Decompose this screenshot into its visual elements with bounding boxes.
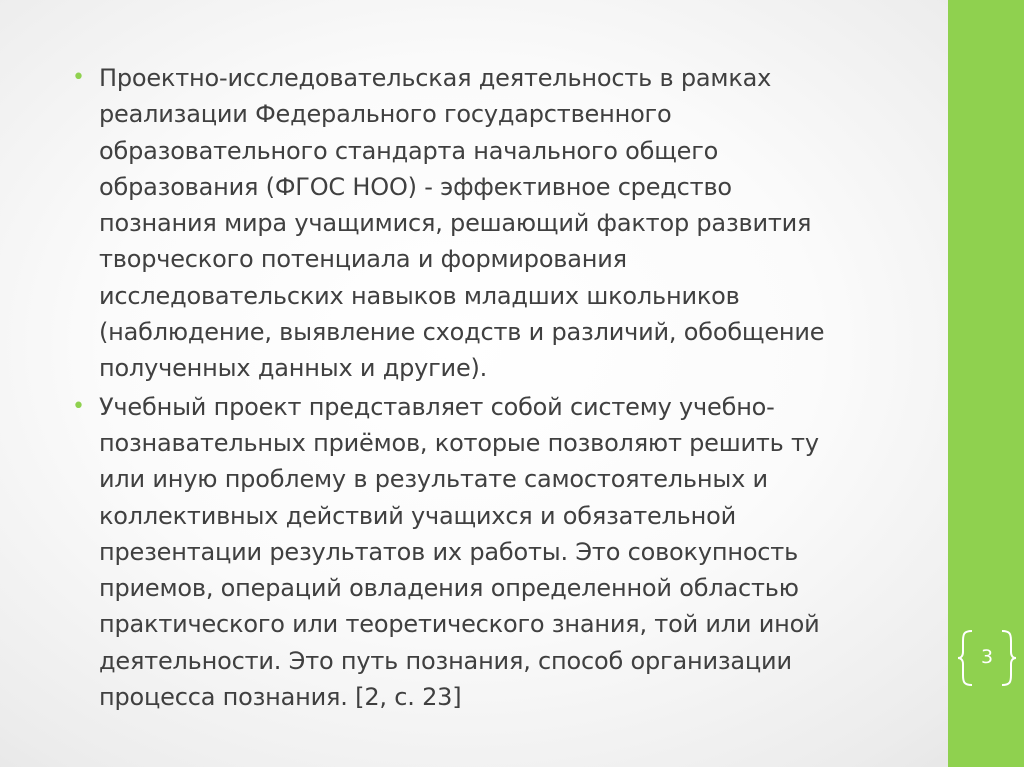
bullet-text-line: исследовательских навыков младших школьников bbox=[99, 281, 740, 310]
bullet-text-line: деятельности. Это путь познания, способ организации bbox=[99, 646, 792, 675]
bullet-text-line: Проектно-исследовательская деятельность в рамках bbox=[99, 64, 772, 92]
bullet-text-line: презентации результатов их работы. Это совокупность bbox=[99, 537, 799, 566]
slide-content bbox=[72, 60, 912, 717]
bullet-item-educational-project bbox=[72, 389, 912, 716]
bullet-text-line: (наблюдение, выявление сходств и различий, обобщение bbox=[99, 318, 825, 347]
bullet-text-line: творческого потенциала и формирования bbox=[99, 245, 627, 274]
bullet-text-line: образовательного стандарта начального общего bbox=[99, 136, 719, 165]
bullet-text-line: практического или теоретического знания, той или иной bbox=[99, 610, 820, 639]
bullet-marker: • bbox=[72, 393, 85, 419]
bullet-text-line: процесса познания. [2, с. 23] bbox=[99, 683, 462, 712]
bullet-text-line: коллективных действий учащихся и обязательной bbox=[99, 501, 736, 530]
bullet-text-line: или иную проблему в результате самостоятельных и bbox=[99, 465, 768, 494]
bullet-text-line: познавательных приёмов, которые позволяют решить ту bbox=[99, 428, 819, 457]
bullet-list bbox=[72, 60, 912, 715]
bullet-text-line: познания мира учащимися, решающий фактор развития bbox=[99, 209, 812, 238]
page-number-badge bbox=[956, 628, 1018, 688]
bullet-marker: • bbox=[72, 65, 85, 90]
bullet-text-line: реализации Федерального государственного bbox=[99, 100, 672, 129]
bullet-text-line: приемов, операций овладения определенной областью bbox=[99, 574, 799, 603]
bullet-text-line: полученных данных и другие). bbox=[99, 354, 488, 383]
page-number: 3 bbox=[980, 646, 994, 668]
bullet-text-line: образования (ФГОС НОО) - эффективное средство bbox=[99, 172, 732, 201]
bullet-item-project-research bbox=[72, 60, 912, 387]
bullet-text-line: Учебный проект представляет собой систему учебно- bbox=[99, 392, 775, 421]
